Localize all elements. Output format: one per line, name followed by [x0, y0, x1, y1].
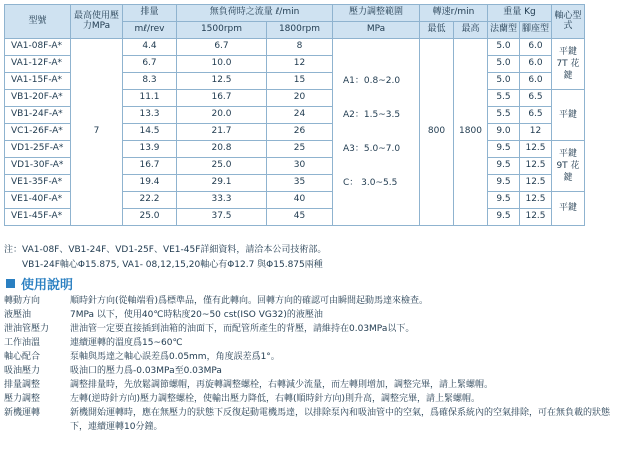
cell-pressure-ranges	[333, 39, 420, 226]
usage-text: 7MPa 以下，使用40℃時粘度20~50 cst(ISO VG32)的液壓油	[70, 310, 323, 320]
spec-body	[5, 39, 585, 226]
usage-text: 連續運轉的溫度爲15~60℃	[70, 338, 183, 348]
pressure-range-item: C： 3.0~5.5	[343, 178, 398, 188]
cell-weight-foot: 12	[520, 124, 552, 141]
usage-text: 吸油口的壓力爲-0.03MPa至0.03MPa	[70, 366, 222, 376]
cell-weight-foot: 12.5	[520, 192, 552, 209]
cell-weight-foot: 6.5	[520, 107, 552, 124]
cell-displacement: 4.4	[123, 39, 177, 56]
pressure-range-item: A2：1.5~3.5	[343, 110, 401, 120]
cell-model: VA1-15F-A*	[5, 73, 71, 90]
cell-weight-flange: 5.5	[488, 107, 520, 124]
cell-flow-1800: 15	[267, 73, 333, 90]
header-speed-max: 最高	[454, 22, 488, 39]
header-rpm1500: 1500rpm	[177, 22, 267, 39]
usage-list	[4, 294, 616, 434]
cell-displacement: 25.0	[123, 209, 177, 226]
header-model: 型號	[5, 5, 71, 39]
cell-weight-foot: 12.5	[520, 209, 552, 226]
usage-label: 新機運轉	[4, 408, 41, 418]
usage-label: 壓力調整	[4, 394, 41, 404]
header-displacement-unit: mℓ/rev	[123, 22, 177, 39]
cell-weight-flange: 9.5	[488, 192, 520, 209]
cell-weight-flange: 5.0	[488, 56, 520, 73]
cell-weight-flange: 5.0	[488, 73, 520, 90]
cell-flow-1500: 25.0	[177, 158, 267, 175]
cell-model: VC1-26F-A*	[5, 124, 71, 141]
cell-weight-flange: 9.5	[488, 175, 520, 192]
cell-shaft: 平鍵	[552, 192, 585, 226]
cell-model: VD1-30F-A*	[5, 158, 71, 175]
cell-model: VE1-40F-A*	[5, 192, 71, 209]
cell-flow-1800: 45	[267, 209, 333, 226]
header-weight-flange: 法蘭型	[488, 22, 520, 39]
cell-weight-foot: 12.5	[520, 175, 552, 192]
usage-item	[4, 392, 616, 406]
cell-weight-flange: 9.0	[488, 124, 520, 141]
cell-displacement: 8.3	[123, 73, 177, 90]
usage-label: 工作油溫	[4, 338, 41, 348]
cell-flow-1500: 20.8	[177, 141, 267, 158]
spec-table	[4, 4, 585, 226]
cell-model: VD1-25F-A*	[5, 141, 71, 158]
note-line-2: VB1-24F軸心Φ15.875, VA1- 08,12,15,20軸心有Φ12.7 與Φ15.875兩種	[22, 260, 323, 270]
cell-flow-1500: 6.7	[177, 39, 267, 56]
cell-displacement: 6.7	[123, 56, 177, 73]
usage-text: 調整排量時，先放鬆調節螺帽，再旋轉調整螺栓，右轉減少流量，而左轉則增加，調整完畢，請上緊螺帽。	[70, 380, 494, 390]
table-row	[5, 39, 585, 56]
cell-flow-1800: 12	[267, 56, 333, 73]
header-pressure-range: 壓力調整範圍	[333, 5, 420, 22]
cell-flow-1500: 21.7	[177, 124, 267, 141]
cell-weight-foot: 6.0	[520, 56, 552, 73]
cell-max-pressure: 7	[71, 39, 123, 226]
cell-displacement: 11.1	[123, 90, 177, 107]
cell-weight-foot: 6.0	[520, 39, 552, 56]
pressure-range-item: A1：0.8~2.0	[343, 76, 401, 86]
usage-title: 使用說明	[21, 278, 74, 293]
cell-flow-1800: 40	[267, 192, 333, 209]
cell-displacement: 22.2	[123, 192, 177, 209]
cell-weight-flange: 9.5	[488, 158, 520, 175]
cell-model: VE1-35F-A*	[5, 175, 71, 192]
usage-item	[4, 308, 616, 322]
cell-flow-1800: 8	[267, 39, 333, 56]
cell-shaft: 平鍵 9T 花鍵	[552, 141, 585, 192]
usage-label: 轉動方向	[4, 296, 41, 306]
cell-model: VE1-45F-A*	[5, 209, 71, 226]
usage-label: 軸心配合	[4, 352, 41, 362]
cell-weight-foot: 6.0	[520, 73, 552, 90]
cell-flow-1500: 16.7	[177, 90, 267, 107]
cell-weight-foot: 6.5	[520, 90, 552, 107]
cell-model: VA1-12F-A*	[5, 56, 71, 73]
header-speed-min: 最低	[420, 22, 454, 39]
cell-flow-1500: 12.5	[177, 73, 267, 90]
cell-flow-1500: 10.0	[177, 56, 267, 73]
usage-section-heading	[6, 274, 73, 293]
cell-weight-foot: 12.5	[520, 158, 552, 175]
cell-speed-min: 800	[420, 39, 454, 226]
usage-label: 排量調整	[4, 380, 41, 390]
header-displacement: 排量	[123, 5, 177, 22]
cell-shaft: 平鍵	[552, 90, 585, 141]
cell-model: VB1-24F-A*	[5, 107, 71, 124]
cell-model: VB1-20F-A*	[5, 90, 71, 107]
cell-weight-flange: 5.0	[488, 39, 520, 56]
cell-displacement: 13.3	[123, 107, 177, 124]
usage-item	[4, 406, 616, 434]
cell-flow-1800: 35	[267, 175, 333, 192]
cell-displacement: 16.7	[123, 158, 177, 175]
cell-model: VA1-08F-A*	[5, 39, 71, 56]
usage-text: 新機開始運轉時，應在無壓力的狀態下反復起動電機馬達，以排除泵內和吸油管中的空氣，爲確保系統內的空氣排除，可在無負載的狀態下，連續運轉10分鐘。	[70, 408, 611, 432]
usage-item	[4, 294, 616, 308]
cell-weight-foot: 12.5	[520, 141, 552, 158]
cell-flow-1500: 37.5	[177, 209, 267, 226]
usage-label: 泄油管壓力	[4, 324, 50, 334]
cell-speed-max: 1800	[454, 39, 488, 226]
header-weight: 重量 Kg	[488, 5, 552, 22]
usage-label: 吸油壓力	[4, 366, 41, 376]
cell-flow-1500: 33.3	[177, 192, 267, 209]
usage-item	[4, 378, 616, 392]
header-max-pressure: 最高使用壓力MPa	[71, 5, 123, 39]
cell-flow-1800: 20	[267, 90, 333, 107]
usage-text: 順時針方向(從軸端看)爲標準品，僅有此轉向。回轉方向的確認可由瞬間起動馬達來檢查。	[70, 296, 429, 306]
usage-text: 左轉(逆時針方向)壓力調整螺栓，使輸出壓力降低，右轉(順時針方向)則升高，調整完畢，請上緊螺帽。	[70, 394, 481, 404]
cell-weight-flange: 9.5	[488, 209, 520, 226]
cell-weight-flange: 9.5	[488, 141, 520, 158]
cell-flow-1800: 26	[267, 124, 333, 141]
square-bullet-icon	[6, 279, 15, 288]
cell-weight-flange: 5.5	[488, 90, 520, 107]
header-speed: 轉速r/min	[420, 5, 488, 22]
pressure-range-item: A3：5.0~7.0	[343, 144, 401, 154]
header-pressure-unit: MPa	[333, 22, 420, 39]
note-line-1: 注：VA1-08F、VB1-24F、VD1-25F、VE1-45F詳細資料，請洽本公司技術部。	[4, 245, 327, 255]
cell-flow-1500: 29.1	[177, 175, 267, 192]
usage-text: 泄油管一定要直接插到油箱的油面下，而配管所產生的背壓，請維持在0.03MPa以下。	[70, 324, 415, 334]
cell-flow-1800: 24	[267, 107, 333, 124]
cell-displacement: 14.5	[123, 124, 177, 141]
cell-flow-1800: 30	[267, 158, 333, 175]
usage-item	[4, 336, 616, 350]
header-weight-foot: 腳座型	[520, 22, 552, 39]
usage-item	[4, 350, 616, 364]
usage-label: 液壓油	[4, 310, 32, 320]
cell-displacement: 13.9	[123, 141, 177, 158]
cell-flow-1500: 20.0	[177, 107, 267, 124]
header-shaft: 軸心型式	[552, 5, 585, 39]
usage-text: 泵軸與馬達之軸心誤差爲0.05mm，角度誤差爲1°。	[70, 352, 280, 362]
usage-item	[4, 322, 616, 336]
cell-displacement: 19.4	[123, 175, 177, 192]
cell-shaft: 平鍵 7T 花鍵	[552, 39, 585, 90]
usage-item	[4, 364, 616, 378]
header-noload-flow: 無負荷時之流量 ℓ/min	[177, 5, 333, 22]
header-rpm1800: 1800rpm	[267, 22, 333, 39]
cell-flow-1800: 25	[267, 141, 333, 158]
